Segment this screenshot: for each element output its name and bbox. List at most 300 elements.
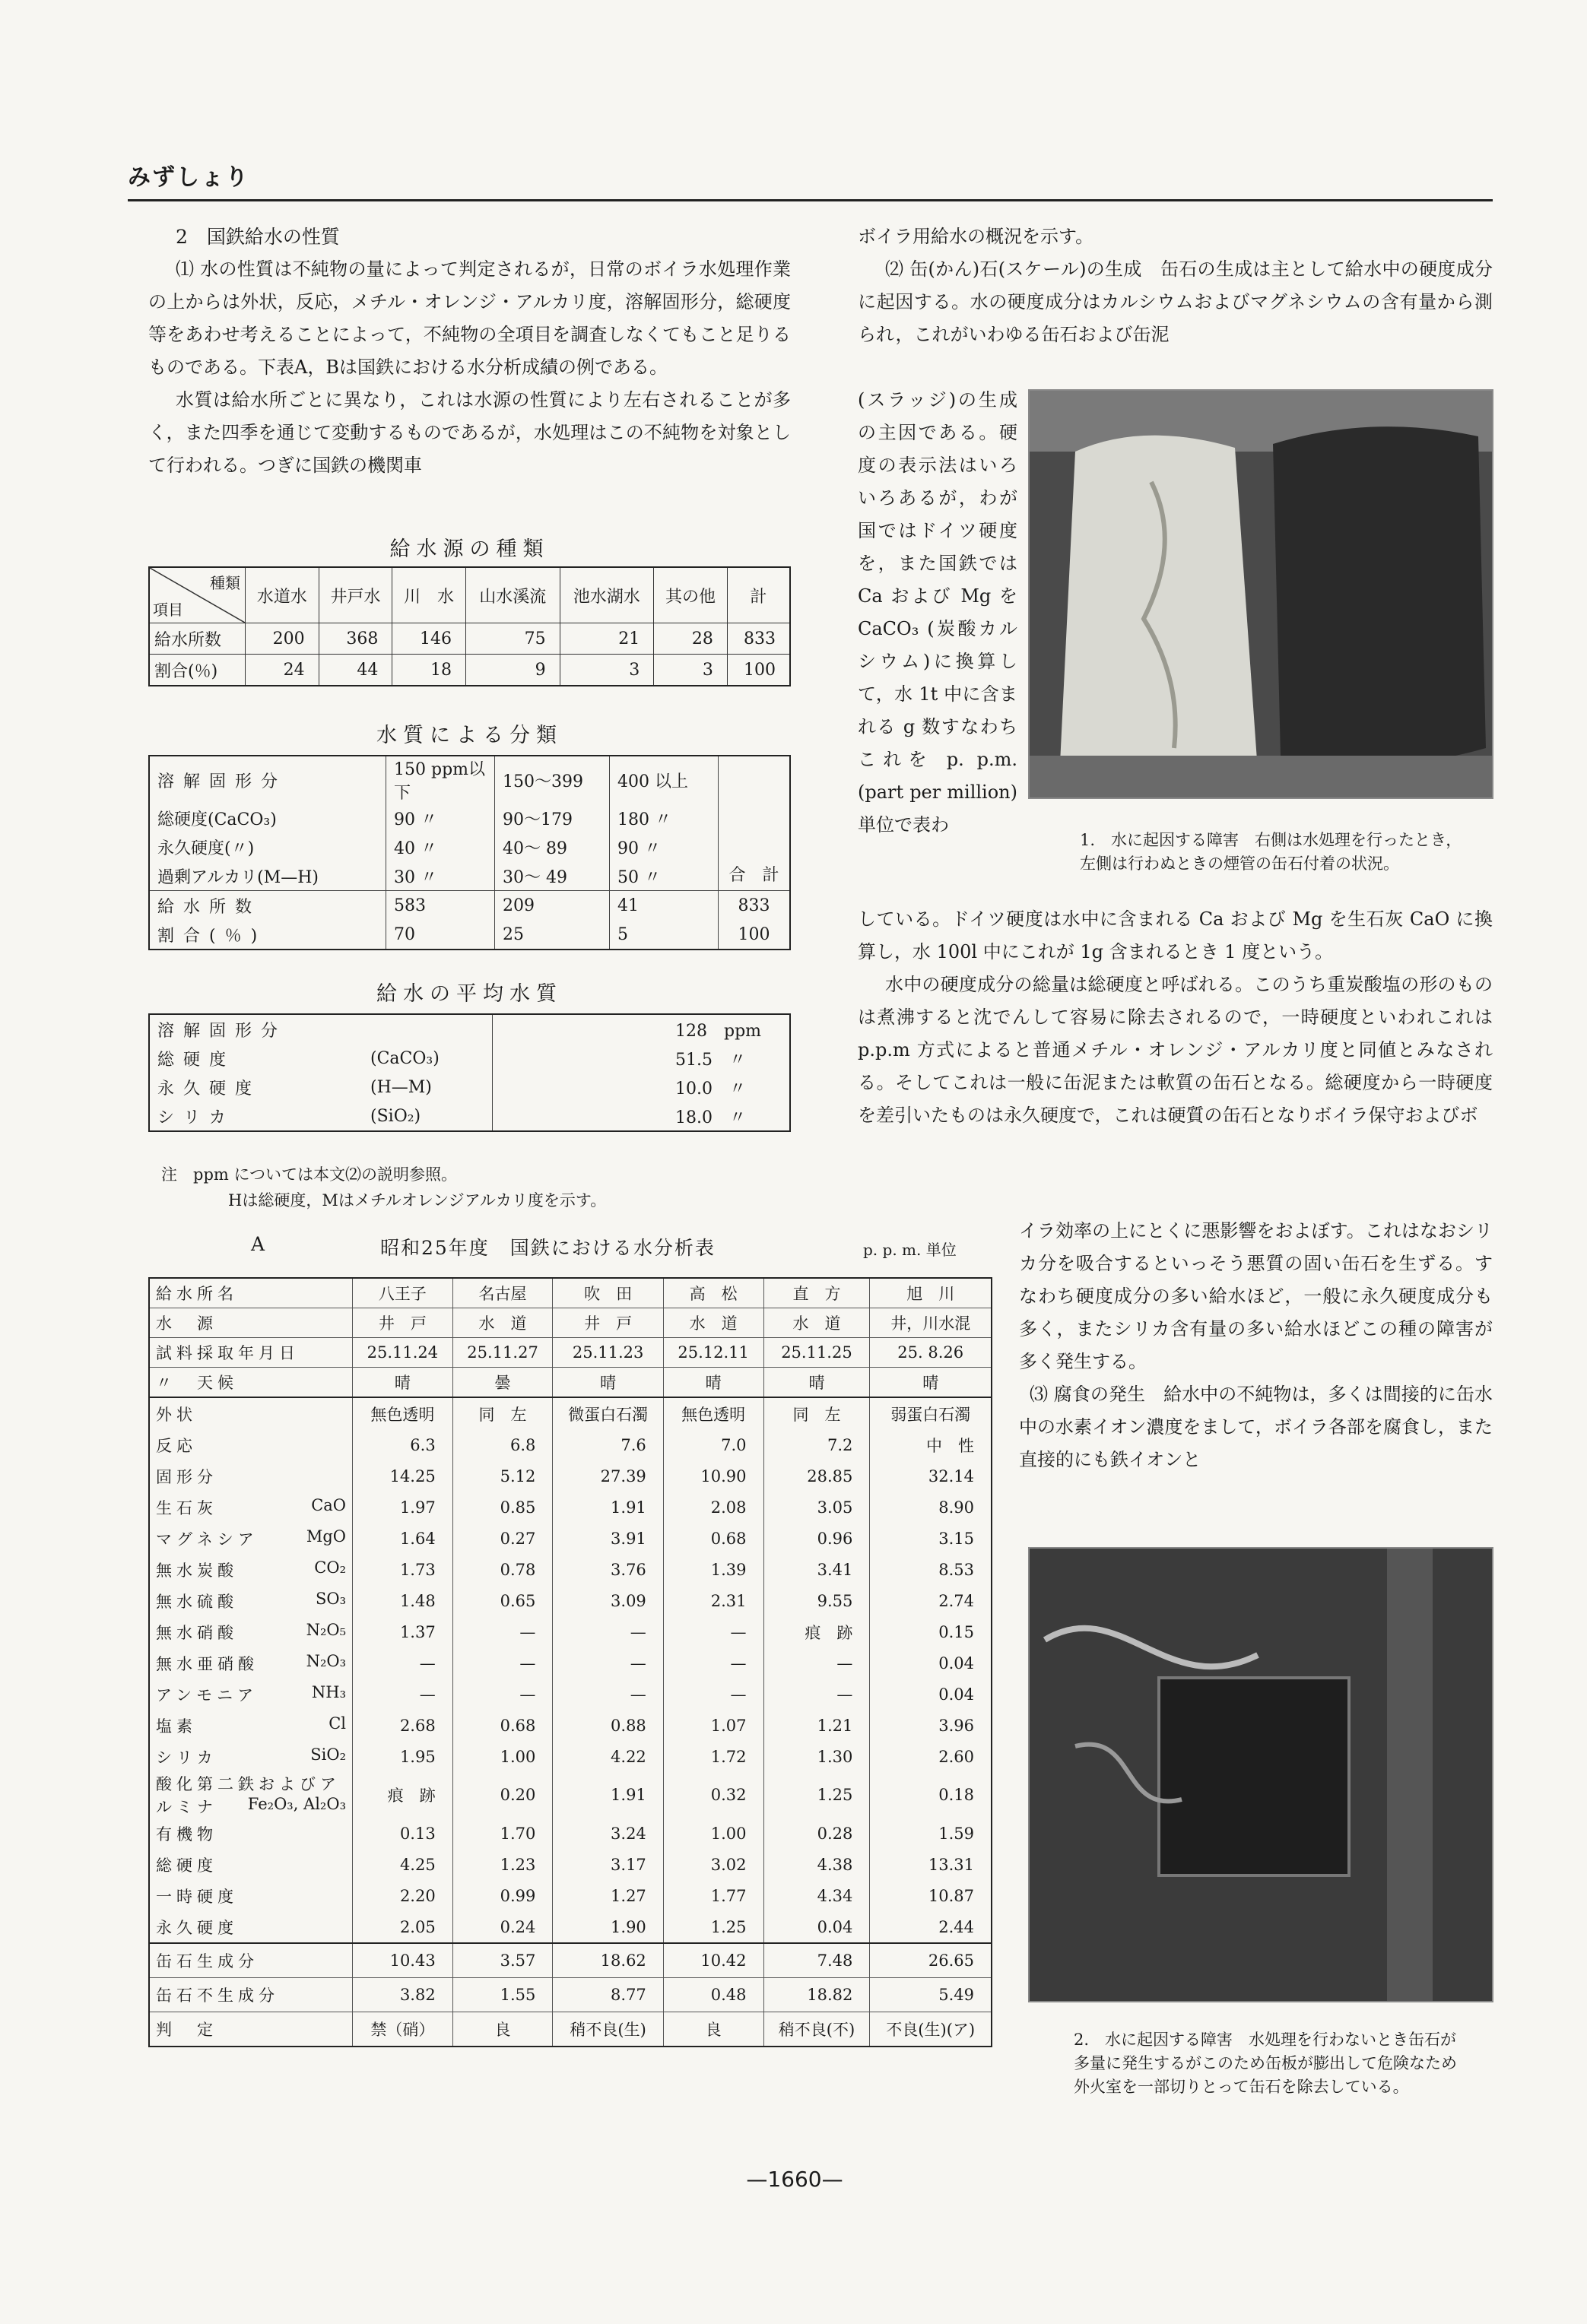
cell: 1.25 <box>663 1911 763 1943</box>
row-label-text: 水 源 <box>156 1314 217 1333</box>
row-formula: MgO <box>306 1527 346 1546</box>
row-label: シリカ <box>157 1108 235 1127</box>
cell: 3.91 <box>553 1523 663 1554</box>
table-row <box>149 1679 992 1710</box>
cell: 8.90 <box>870 1492 992 1523</box>
row-label-text: 無水硫酸 <box>156 1592 238 1611</box>
cell: 90 〃 <box>386 804 495 832</box>
row-label-text: 無水硝酸 <box>156 1623 238 1642</box>
cell: 100 <box>719 920 791 950</box>
cell: 2.05 <box>353 1911 453 1943</box>
cell: 4.22 <box>553 1741 663 1772</box>
cell: 10.90 <box>663 1460 763 1492</box>
cell: 0.78 <box>452 1554 553 1585</box>
row-label: 溶解固形分 <box>157 772 287 791</box>
cell: 4.38 <box>763 1849 870 1880</box>
cell: 1.21 <box>763 1710 870 1741</box>
table-row <box>149 1911 992 1943</box>
cell: 無色透明 <box>663 1397 763 1429</box>
cell: 晴 <box>870 1368 992 1398</box>
row-label-text: 判 定 <box>156 2021 217 2039</box>
section-heading: 2 国鉄給水の性質 <box>176 226 340 248</box>
cell: 井 戸 <box>353 1308 453 1338</box>
row-label: 総硬度(CaCO₃) <box>157 810 277 829</box>
cell: 直 方 <box>763 1278 870 1308</box>
row-label <box>149 1741 353 1772</box>
cell: — <box>353 1679 453 1710</box>
row-label <box>149 1397 353 1429</box>
cell: 晴 <box>553 1368 663 1398</box>
row-label <box>149 1460 353 1492</box>
table-class-caption: 水質による分類 <box>376 724 563 747</box>
cell: 1.97 <box>353 1492 453 1523</box>
cell: 1.70 <box>452 1818 553 1849</box>
cell: 180 〃 <box>610 804 719 832</box>
cell: 1.23 <box>452 1849 553 1880</box>
cell: 1.30 <box>763 1741 870 1772</box>
row-label-text: 酸化第二鉄およびアルミナ <box>156 1775 341 1816</box>
cell: 6.8 <box>452 1429 553 1460</box>
row-label: 永久硬度 <box>157 1079 262 1099</box>
row-label-text: 固形分 <box>156 1467 217 1486</box>
cell: — <box>452 1616 553 1647</box>
cell: 200 <box>246 623 319 655</box>
table-a <box>148 1277 992 2047</box>
cell: — <box>763 1679 870 1710</box>
row-label-text: 総硬度 <box>156 1856 217 1875</box>
row-label: 過剰アルカリ(M—H) <box>157 867 319 887</box>
cell: 1.73 <box>353 1554 453 1585</box>
cell: 1.37 <box>353 1616 453 1647</box>
header-cell: 其の他 <box>654 567 728 623</box>
cell: 0.48 <box>663 1978 763 2012</box>
cell: 水 道 <box>452 1308 553 1338</box>
row-label-text: 外状 <box>156 1405 197 1424</box>
table-row <box>149 1772 992 1818</box>
cell: 0.99 <box>452 1880 553 1911</box>
cell: 1.95 <box>353 1741 453 1772</box>
cell: 24 <box>246 655 319 686</box>
photo-1-caption: 1. 水に起因する障害 右側は水処理を行ったとき，左側は行わぬときの煙管の缶石付着の状況。 <box>1080 831 1462 873</box>
unit: (SiO₂) <box>370 1106 421 1126</box>
row-label-text: 一時硬度 <box>156 1887 238 1906</box>
cell: 1.00 <box>663 1818 763 1849</box>
cell: 25.11.27 <box>452 1338 553 1368</box>
cell: 0.04 <box>870 1679 992 1710</box>
cell: 28 <box>654 623 728 655</box>
row-formula: SO₃ <box>315 1589 346 1608</box>
row-label: 給水所数 <box>149 623 246 655</box>
cell: 高 松 <box>663 1278 763 1308</box>
right-top-text <box>858 220 1493 351</box>
cell: 1.39 <box>663 1554 763 1585</box>
cell: 0.20 <box>452 1772 553 1818</box>
cell: — <box>663 1679 763 1710</box>
row-label <box>149 1368 353 1398</box>
cell: 40～ 89 <box>495 832 610 861</box>
table-row <box>149 1397 992 1429</box>
cell: 14.25 <box>353 1460 453 1492</box>
cell: 100 <box>727 655 790 686</box>
cell: 2.68 <box>353 1710 453 1741</box>
cell: — <box>763 1647 870 1679</box>
table-row <box>149 1647 992 1679</box>
cell: 150 ppm以下 <box>386 756 495 804</box>
table-class <box>148 755 791 950</box>
row-formula: Fe₂O₃, Al₂O₃ <box>247 1795 346 1813</box>
row-label <box>149 1523 353 1554</box>
cell: 5.49 <box>870 1978 992 2012</box>
cell: 10.42 <box>663 1943 763 1978</box>
cell: 2.74 <box>870 1585 992 1616</box>
cell: 30～ 49 <box>495 861 610 891</box>
cell: 10.43 <box>353 1943 453 1978</box>
cell: 6.3 <box>353 1429 453 1460</box>
right-paragraph-b-wide: している。ドイツ硬度は水中に含まれる Ca および Mg を生石灰 CaO に換算し，水 100l 中にこれが 1g 含まれるとき 1 度という。 <box>858 908 1493 962</box>
cell: 1.91 <box>553 1492 663 1523</box>
right-paragraph-c: 水中の硬度成分の総量は総硬度と呼ばれる。このうち重炭酸塩の形のものは煮沸すると沈でんして容易に除去されるので，一時硬度といわれこれは p.p.m 方式によると普通メチル・オレンジ・アルカリ度と同値とみなされる。そしてこれは一般に缶泥または軟質の缶石となる。総硬度から一時硬度を差引いたものは永久硬度で，これは硬質の缶石となりボイラ保守およびボ <box>858 974 1493 1126</box>
cell: 0.68 <box>452 1710 553 1741</box>
cell: 27.39 <box>553 1460 663 1492</box>
header-cell: 計 <box>727 567 790 623</box>
row-label: 溶解固形分 <box>157 1021 287 1041</box>
row-label <box>149 1585 353 1616</box>
cell: 0.96 <box>763 1523 870 1554</box>
right-paragraph-b-narrow: (スラッジ)の生成の主因である。硬度の表示法はいろいろあるが，わが国ではドイツ硬度を，また国鉄では Ca および Mg を CaCO₃ (炭酸カルシウム)に換算して，水 1t 中に含まれる g 数すなわちこれを p. p.m. (part per million)単位で表わ <box>858 389 1017 835</box>
cell: 70 <box>386 920 495 950</box>
cell: 晴 <box>353 1368 453 1398</box>
cell: 90～179 <box>495 804 610 832</box>
paragraph-1: ⑴ 水の性質は不純物の量によって判定されるが，日常のボイラ水処理作業の上からは外状，反応，メチル・オレンジ・アルカリ度，溶解固形分，総硬度等をあわせ考えることによって，不純物の全項目を調査しなくてもこと足りるものである。下表A，Bは国鉄における水分析成績の例である。 <box>148 258 791 378</box>
cell: 28.85 <box>763 1460 870 1492</box>
cell: 9.55 <box>763 1585 870 1616</box>
cell: 30 〃 <box>386 861 495 891</box>
table-row <box>149 1616 992 1647</box>
table-row <box>149 1460 992 1492</box>
row-label-text: 無水亜硝酸 <box>156 1654 259 1673</box>
cell: 368 <box>319 623 392 655</box>
table-a-caption: 昭和25年度 国鉄における水分析表 <box>380 1237 716 1259</box>
cell: 3.82 <box>353 1978 453 2012</box>
header-rule <box>128 199 1493 201</box>
table-row <box>149 1338 992 1368</box>
cell: 400 以上 <box>610 756 719 804</box>
cell: 13.31 <box>870 1849 992 1880</box>
cell: 弱蛋白石濁 <box>870 1397 992 1429</box>
table-row <box>149 1523 992 1554</box>
cell: 3 <box>654 655 728 686</box>
cell: 0.15 <box>870 1616 992 1647</box>
cell: 4.34 <box>763 1880 870 1911</box>
cell: 50 〃 <box>610 861 719 891</box>
cell: 7.0 <box>663 1429 763 1460</box>
value: 51.5 〃 <box>493 1044 791 1073</box>
cell: 2.08 <box>663 1492 763 1523</box>
cell: 583 <box>386 891 495 921</box>
row-label <box>149 1616 353 1647</box>
right-paragraph-c-narrow: イラ効率の上にとくに悪影響をおよぼす。これはなおシリカ分を吸合するといっそう悪質の固い缶石を生ずる。すなわち硬度成分の多い給水ほど，一般に永久硬度成分も多く，またシリカ含有量の多い給水ほどこの種の障害が多く発生する。 <box>1019 1220 1493 1372</box>
cell: 3.02 <box>663 1849 763 1880</box>
row-label <box>149 1943 353 1978</box>
cell: 微蛋白石濁 <box>553 1397 663 1429</box>
cell: 同 左 <box>763 1397 870 1429</box>
cell: 1.72 <box>663 1741 763 1772</box>
cell: 833 <box>719 891 791 921</box>
header-cell: 川 水 <box>392 567 466 623</box>
ratio-label: 割合(％) <box>157 926 267 946</box>
cell: 水 道 <box>763 1308 870 1338</box>
right-narrow-text-2 <box>1019 1215 1493 1476</box>
row-label <box>149 1338 353 1368</box>
cell: 21 <box>560 623 654 655</box>
cell: 18.82 <box>763 1978 870 2012</box>
cell: 8.53 <box>870 1554 992 1585</box>
right-mid-text <box>858 903 1493 1132</box>
note-line-1: 注 ppm については本文⑵の説明参照。 <box>161 1165 458 1184</box>
row-label <box>149 2012 353 2047</box>
cell: 9 <box>466 655 560 686</box>
unit: (CaCO₃) <box>370 1048 440 1068</box>
cell: 1.90 <box>553 1911 663 1943</box>
cell: 25. 8.26 <box>870 1338 992 1368</box>
unit <box>363 1014 493 1044</box>
row-label-text: 塩素 <box>156 1717 197 1736</box>
header-cell: 山水溪流 <box>466 567 560 623</box>
row-formula: Cl <box>329 1714 346 1733</box>
cell: 禁（硝） <box>353 2012 453 2047</box>
note-line-2: Hは総硬度，Mはメチルオレンジアルカリ度を示す。 <box>228 1191 607 1210</box>
cell: 良 <box>663 2012 763 2047</box>
cell: 25.12.11 <box>663 1338 763 1368</box>
photo-firebox-repair <box>1028 1547 1493 2002</box>
table-row <box>149 1880 992 1911</box>
table-row <box>149 1308 992 1338</box>
cell: 無色透明 <box>353 1397 453 1429</box>
right-paragraph-a: ボイラ用給水の概況を示す。 <box>858 226 1094 247</box>
cell: 0.18 <box>870 1772 992 1818</box>
cell: 5 <box>610 920 719 950</box>
row-label: 永久硬度(〃) <box>157 839 255 858</box>
cell: 井，川水混 <box>870 1308 992 1338</box>
cell: 8.77 <box>553 1978 663 2012</box>
cell: 1.25 <box>763 1772 870 1818</box>
row-formula: CO₂ <box>314 1558 346 1577</box>
cell: 7.2 <box>763 1429 870 1460</box>
cell: 同 左 <box>452 1397 553 1429</box>
cell: 1.00 <box>452 1741 553 1772</box>
cell: 稍不良(不) <box>763 2012 870 2047</box>
table-note <box>161 1162 606 1213</box>
cell: 井 戸 <box>553 1308 663 1338</box>
cell: 1.27 <box>553 1880 663 1911</box>
cell: 3 <box>560 655 654 686</box>
row-label <box>149 1710 353 1741</box>
cell: 10.87 <box>870 1880 992 1911</box>
cell: 1.55 <box>452 1978 553 2012</box>
row-label-text: 試料採取年月日 <box>156 1344 300 1362</box>
cell: 7.6 <box>553 1429 663 1460</box>
row-label-text: 缶石不生成分 <box>156 1986 279 2005</box>
table-row <box>149 2012 992 2047</box>
photo-2-caption: 2. 水に起因する障害 水処理を行わないとき缶石が多量に発生するがこのため缶板が膨出して危険なため外火室を一部切りとって缶石を除去している。 <box>1074 2031 1457 2096</box>
row-label <box>149 1647 353 1679</box>
page-header-title: みずしょり <box>128 164 249 191</box>
cell: 名古屋 <box>452 1278 553 1308</box>
table-row <box>149 1741 992 1772</box>
cell: 0.32 <box>663 1772 763 1818</box>
row-label-text: 給水所名 <box>156 1285 238 1303</box>
row-label <box>149 1554 353 1585</box>
cell: 3.41 <box>763 1554 870 1585</box>
cell: 0.04 <box>763 1911 870 1943</box>
value: 128 ppm <box>493 1014 791 1044</box>
cell: 3.09 <box>553 1585 663 1616</box>
cell: 旭 川 <box>870 1278 992 1308</box>
cell: 90 〃 <box>610 832 719 861</box>
row-label-text: 〃 天候 <box>156 1374 238 1392</box>
cell: 18 <box>392 655 466 686</box>
corner-bottom-label: 項目 <box>153 601 183 619</box>
cell: 0.27 <box>452 1523 553 1554</box>
row-label-text: アンモニア <box>156 1685 259 1704</box>
table-row <box>149 1554 992 1585</box>
cell: 1.48 <box>353 1585 453 1616</box>
table-avg <box>148 1013 791 1132</box>
right-paragraph-b-top: ⑵ 缶(かん)石(スケール)の生成 缶石の生成は主として給水中の硬度成分に起因する。水の硬度成分はカルシウムおよびマグネシウムの含有量から測られ，これがいわゆる缶石および缶泥 <box>858 258 1493 345</box>
value: 18.0 〃 <box>493 1102 791 1131</box>
cell: 75 <box>466 623 560 655</box>
page-number: —1660— <box>746 2167 843 2192</box>
row-label-text: 有機物 <box>156 1825 217 1844</box>
cell: 痕 跡 <box>353 1772 453 1818</box>
cell: 1.59 <box>870 1818 992 1849</box>
cell: 26.65 <box>870 1943 992 1978</box>
cell: 44 <box>319 655 392 686</box>
cell: 良 <box>452 2012 553 2047</box>
row-label <box>149 1880 353 1911</box>
cell: 0.04 <box>870 1647 992 1679</box>
cell: 25.11.24 <box>353 1338 453 1368</box>
cell: 2.31 <box>663 1585 763 1616</box>
table-row <box>149 1710 992 1741</box>
cell: 4.25 <box>353 1849 453 1880</box>
table-row <box>149 1492 992 1523</box>
row-label <box>149 1492 353 1523</box>
cell: — <box>553 1616 663 1647</box>
header-cell: 水道水 <box>246 567 319 623</box>
photo-1-illustration <box>1030 391 1492 797</box>
cell: — <box>353 1647 453 1679</box>
table-row <box>149 1818 992 1849</box>
cell: 0.24 <box>452 1911 553 1943</box>
cell: 40 〃 <box>386 832 495 861</box>
cell: 2.60 <box>870 1741 992 1772</box>
row-label <box>149 1978 353 2012</box>
cell: 25 <box>495 920 610 950</box>
table-a-unit: p. p. m. 単位 <box>863 1241 957 1259</box>
table-a-letter: A <box>251 1233 265 1255</box>
cell: 150～399 <box>495 756 610 804</box>
cell: 209 <box>495 891 610 921</box>
right-narrow-text-1 <box>858 384 1017 842</box>
cell: 3.17 <box>553 1849 663 1880</box>
photo-boiler-tubes <box>1028 389 1493 799</box>
cell: 3.05 <box>763 1492 870 1523</box>
cell: 晴 <box>763 1368 870 1398</box>
row-label: 総硬度 <box>157 1050 236 1070</box>
row-formula: N₂O₅ <box>306 1620 346 1639</box>
row-formula: CaO <box>311 1495 346 1514</box>
table-row <box>149 1429 992 1460</box>
cell: 25.11.23 <box>553 1338 663 1368</box>
cell: 3.15 <box>870 1523 992 1554</box>
corner-cell <box>149 567 246 623</box>
cell: — <box>663 1647 763 1679</box>
cell: — <box>553 1647 663 1679</box>
row-label-text: 永久硬度 <box>156 1918 238 1937</box>
cell: 晴 <box>663 1368 763 1398</box>
row-label <box>149 1849 353 1880</box>
cell: 0.13 <box>353 1818 453 1849</box>
paragraph-2: 水質は給水所ごとに異なり，これは水源の性質により左右されることが多く，また四季を通じて変動するものであるが，水処理はこの不純物を対象として行われる。つぎに国鉄の機関車 <box>148 389 791 476</box>
cell: 稍不良(生) <box>553 2012 663 2047</box>
cell: — <box>452 1679 553 1710</box>
left-text-block <box>148 220 791 482</box>
cell: 1.77 <box>663 1880 763 1911</box>
row-label <box>149 1911 353 1943</box>
row-label-text: 生石灰 <box>156 1498 217 1517</box>
cell: — <box>663 1616 763 1647</box>
cell: 2.44 <box>870 1911 992 1943</box>
row-formula: N₂O₃ <box>306 1651 346 1670</box>
cell: 833 <box>727 623 790 655</box>
right-paragraph-d: ⑶ 腐食の発生 給水中の不純物は，多くは間接的に缶水中の水素イオン濃度をまして，ボイラ各部を腐食し，また直接的にも鉄イオンと <box>1019 1384 1493 1470</box>
cell: 1.64 <box>353 1523 453 1554</box>
row-label: 割合(％) <box>149 655 246 686</box>
corner-top-label: 種類 <box>210 574 240 592</box>
row-label <box>149 1679 353 1710</box>
table-sources <box>148 566 791 686</box>
cell: 41 <box>610 891 719 921</box>
table-row <box>149 1849 992 1880</box>
cell: — <box>452 1647 553 1679</box>
cell: 18.62 <box>553 1943 663 1978</box>
row-label-text: マグネシア <box>156 1530 259 1549</box>
table-row <box>149 623 790 655</box>
count-label: 給水所数 <box>149 891 386 921</box>
cell: 0.65 <box>452 1585 553 1616</box>
cell: 0.88 <box>553 1710 663 1741</box>
photo-2-illustration <box>1030 1549 1492 2001</box>
unit: (H—M) <box>370 1077 432 1097</box>
row-label <box>149 1429 353 1460</box>
header-cell: 井戸水 <box>319 567 392 623</box>
cell: 1.91 <box>553 1772 663 1818</box>
row-label-text: 反応 <box>156 1436 197 1455</box>
row-label <box>149 1818 353 1849</box>
row-label-text: 無水炭酸 <box>156 1561 238 1580</box>
table-row <box>149 1943 992 1978</box>
row-label <box>149 1278 353 1308</box>
row-label <box>149 1772 353 1818</box>
row-label-text: シリカ <box>156 1748 217 1767</box>
cell: 5.12 <box>452 1460 553 1492</box>
row-label <box>149 1308 353 1338</box>
row-formula: SiO₂ <box>310 1745 346 1764</box>
cell: 水 道 <box>663 1308 763 1338</box>
cell: 1.07 <box>663 1710 763 1741</box>
cell: 3.96 <box>870 1710 992 1741</box>
